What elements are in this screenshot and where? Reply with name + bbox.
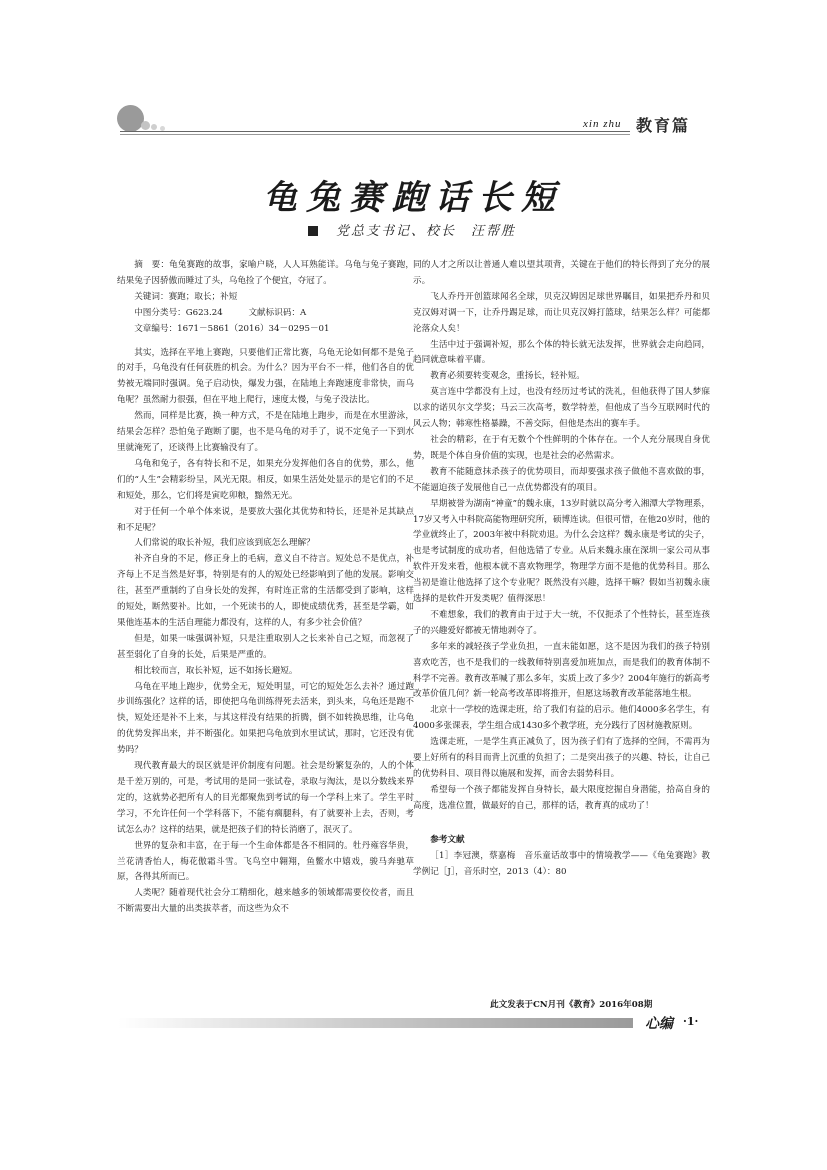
body-paragraph: 对于任何一个单个体来说，是要放大强化其优势和特长，还是补足其缺点和不足呢？ bbox=[117, 506, 414, 533]
page-number: ·1· bbox=[683, 1015, 699, 1028]
body-paragraph: 飞人乔丹开创篮球闻名全球，贝克汉姆因足球世界瞩目，如果把乔丹和贝克汉姆对调一下，让乔丹踢足球，而让贝克汉姆打篮球，结果怎么样？可能都沦落众人矣！ bbox=[413, 291, 710, 334]
body-paragraph: 世界的复杂和丰富，在于每一个生命体都是各不相同的。牡丹雍容华贵，兰花清香怡人，梅花傲霜斗雪。飞鸟空中翱翔，鱼鳖水中嬉戏，骏马奔驰草原，各得其所而已。 bbox=[117, 840, 414, 883]
body-paragraph: 乌龟和兔子，各有特长和不足，如果充分发挥他们各自的优势，那么，他们的“人生”会精彩纷呈，风光无限。相反，如果生活处处显示的是它们的不足和短处，那么，它们将是寅吃卯粮，黯然无光。 bbox=[117, 458, 414, 501]
classification-code: 中图分类号：G623.24 文献标识码：A bbox=[134, 307, 307, 318]
body-paragraph: 同的人才之所以让普通人难以望其项背，关键在于他们的特长得到了充分的展示。 bbox=[413, 260, 710, 286]
body-paragraph: 教育不能随意抹杀孩子的优势项目，而却要强求孩子做他不喜欢做的事，不能逼迫孩子发展他自己一点优势都没有的项目。 bbox=[413, 466, 710, 493]
running-head: xin zhu bbox=[583, 118, 622, 130]
section-label: 教育篇 bbox=[636, 116, 691, 135]
body-paragraph: 相比较而言，取长补短，远不如扬长避短。 bbox=[134, 665, 298, 676]
body-paragraph: 不难想象，我们的教育由于过于大一统，不仅扼杀了个性特长，甚至连孩子的兴趣爱好都被无情地剥夺了。 bbox=[413, 609, 710, 636]
footer-brand: 心编 bbox=[645, 1016, 673, 1032]
header-decoration-dot bbox=[151, 124, 157, 130]
body-paragraph: 其实，选择在平地上赛跑，只要他们正常比赛，乌龟无论如何都不是兔子的对手，乌龟没有任何获胜的机会。为什么？因为平台不一样，他们各自的优势被无端同时强调。兔子启动快，爆发力强，在陆地上奔跑速度非常快，而乌龟呢？虽然耐力很强，但在平地上爬行，速度太慢，与兔子没法比。 bbox=[117, 347, 414, 406]
author-name: 党总支书记、校长 汪帮胜 bbox=[336, 224, 517, 239]
footer-gradient-band bbox=[118, 1018, 633, 1028]
header-rule bbox=[120, 131, 630, 132]
header-decoration-large-circle bbox=[117, 105, 144, 132]
author-line bbox=[308, 220, 516, 239]
article-number: 文章编号：1671－5861（2016）34－0295－01 bbox=[134, 323, 330, 334]
reference-item: ［1］李冠澳，蔡嘉梅 音乐童话故事中的情境教学——《龟兔赛跑》教学例记［J］，音乐时空，2013（4）：80 bbox=[413, 850, 710, 877]
references-heading: 参考文献 bbox=[430, 834, 465, 845]
square-bullet-icon bbox=[308, 226, 318, 236]
keywords: 关键词：赛跑；取长；补短 bbox=[134, 291, 238, 302]
body-paragraph: 选课走班，一是学生真正减负了，因为孩子们有了选择的空间，不需再为要上好所有的科目而背上沉重的负担了；二是突出孩子的兴趣、特长，让自己的优势科目、项目得以施展和发挥，而舍去弱势科目。 bbox=[413, 737, 710, 779]
header-rule-thin bbox=[120, 134, 630, 135]
body-paragraph: 现代教育最大的误区就是评价制度有问题。社会是纷繁复杂的，人的个体是千差万别的，可是，考试用的是同一张试卷，录取与淘汰，是以分数线来界定的，这就势必把所有人的目光都聚焦到考试的每一个学科上来了。学生平时学习，不允许任何一个学科落下，不能有瘸腿科，有了就要补上去，否则，考试怎么办？这样的结果，就是把孩子们的特长消磨了，泯灭了。 bbox=[117, 761, 414, 835]
abstract: 摘 要：龟兔赛跑的故事，家喻户晓，人人耳熟能详。乌龟与兔子赛跑，结果兔子因骄傲而睡过了头，乌龟捡了个便宜，夺冠了。 bbox=[117, 260, 414, 286]
body-paragraph: 补齐自身的不足，修正身上的毛病，意义自不待言。短处总不是优点，补齐每上不足当然是好事，特别是有的人的短处已经影响到了他的发展。影响交往，甚至严重制约了自身长处的发挥，有时连正常的生活都受到了影响，这样的短处，断然要补。比如，一个死读书的人，即使成绩优秀，甚至是学霸，如果他连基本的生活自理能力都没有，这样的人，有多少社会价值？ bbox=[117, 554, 414, 628]
body-paragraph: 多年来的减轻孩子学业负担，一直未能如愿，这不是因为我们的孩子特别喜欢吃苦，也不是我们的一线教师特别喜爱加班加点，而是我们的教育体制不科学不完善。教育改革喊了那么多年，实质上改了多少？2004年施行的新高考改革价值几何？新一轮高考改革即将推开，但愿这场教育改革能落地生根。 bbox=[413, 641, 710, 700]
body-paragraph: 教育必须要转变观念，重扬长，轻补短。 bbox=[430, 371, 585, 382]
article-title: 龟兔赛跑话长短 bbox=[263, 178, 564, 218]
right-column bbox=[413, 258, 710, 880]
body-paragraph: 北京十一学校的选课走班，给了我们有益的启示。他们4000多名学生，有4000多张课表，学生组合成1430多个教学班，充分践行了因材施教原则。 bbox=[413, 705, 710, 732]
body-paragraph: 乌龟在平地上跑步，优势全无，短处明显，可它的短处怎么去补？通过跑步训练强化？这样的话，即使把乌龟训练得死去活来，到头来，乌龟还是跑不快，短处还是补不上来，与其这样没有结果的折腾，倒不如转换思维，让乌龟的优势发挥出来，并不断强化。如果把乌龟放到水里试试，那时，它还没有优势吗？ bbox=[117, 681, 414, 756]
header-decoration-dot bbox=[141, 121, 150, 130]
body-paragraph: 生活中过于强调补短，那么个体的特长就无法发挥，世界就会走向趋同，趋同就意味着平庸。 bbox=[413, 339, 710, 366]
body-paragraph: 然而，同样是比赛，换一种方式，不是在陆地上跑步，而是在水里游泳，结果会怎样？恐怕兔子跑断了腿，也不是乌龟的对手了，说不定兔子一下到水里就淹死了，还谈得上比赛输没有了。 bbox=[117, 411, 414, 453]
body-paragraph: 早期被誉为湖南“神童”的魏永康，13岁时就以高分考入湘潭大学物理系，17岁又考入中科院高能物理研究所，硕博连读。但很可惜，在他20岁时，他的学业就终止了，2003年被中科院劝退。为什么会这样？魏永康是考试的尖子，也是考试制度的成功者，但他选错了专业。从后来魏永康在深圳一家公司从事软件开发来看，他根本就不喜欢物理学，物理学方面不是他的优势科目。那么当初是谁让他选择了这个专业呢？既然没有兴趣，选择干嘛？假如当初魏永康选择的是软件开发类呢？值得深思！ bbox=[413, 498, 710, 605]
body-paragraph: 莫言连中学都没有上过，也没有经历过考试的洗礼，但他获得了国人梦寐以求的诺贝尔文学奖；马云三次高考，数学特差，但他成了当今互联网时代的风云人物；韩寒性格暴躁，不善交际，但他是杰出的赛车手。 bbox=[413, 387, 710, 430]
body-paragraph: 社会的精彩，在于有无数个个性鲜明的个体存在。一个人充分展现自身优势，既是个体自身价值的实现，也是社会的必然需求。 bbox=[413, 434, 710, 461]
body-paragraph: 希望每一个孩子都能发挥自身特长，最大限度挖掘自身潜能，拾高自身的高度，选准位置，做最好的自己，那样的话，教育真的成功了！ bbox=[413, 784, 710, 811]
source-note: 此文发表于CN月刊《教育》2016年08期 bbox=[490, 1000, 653, 1010]
body-paragraph: 人们常说的取长补短，我们应该到底怎么理解？ bbox=[134, 538, 315, 549]
body-paragraph: 人类呢？随着现代社会分工精细化，越来越多的领域都需要佼佼者，而且不断需要出大量的出类拔萃者，而这些为众不 bbox=[117, 888, 414, 915]
body-paragraph: 但是，如果一味强调补短，只是注重取别人之长来补自己之短，而忽视了甚至弱化了自身的长处，后果是严重的。 bbox=[117, 633, 414, 660]
left-column bbox=[117, 258, 414, 918]
